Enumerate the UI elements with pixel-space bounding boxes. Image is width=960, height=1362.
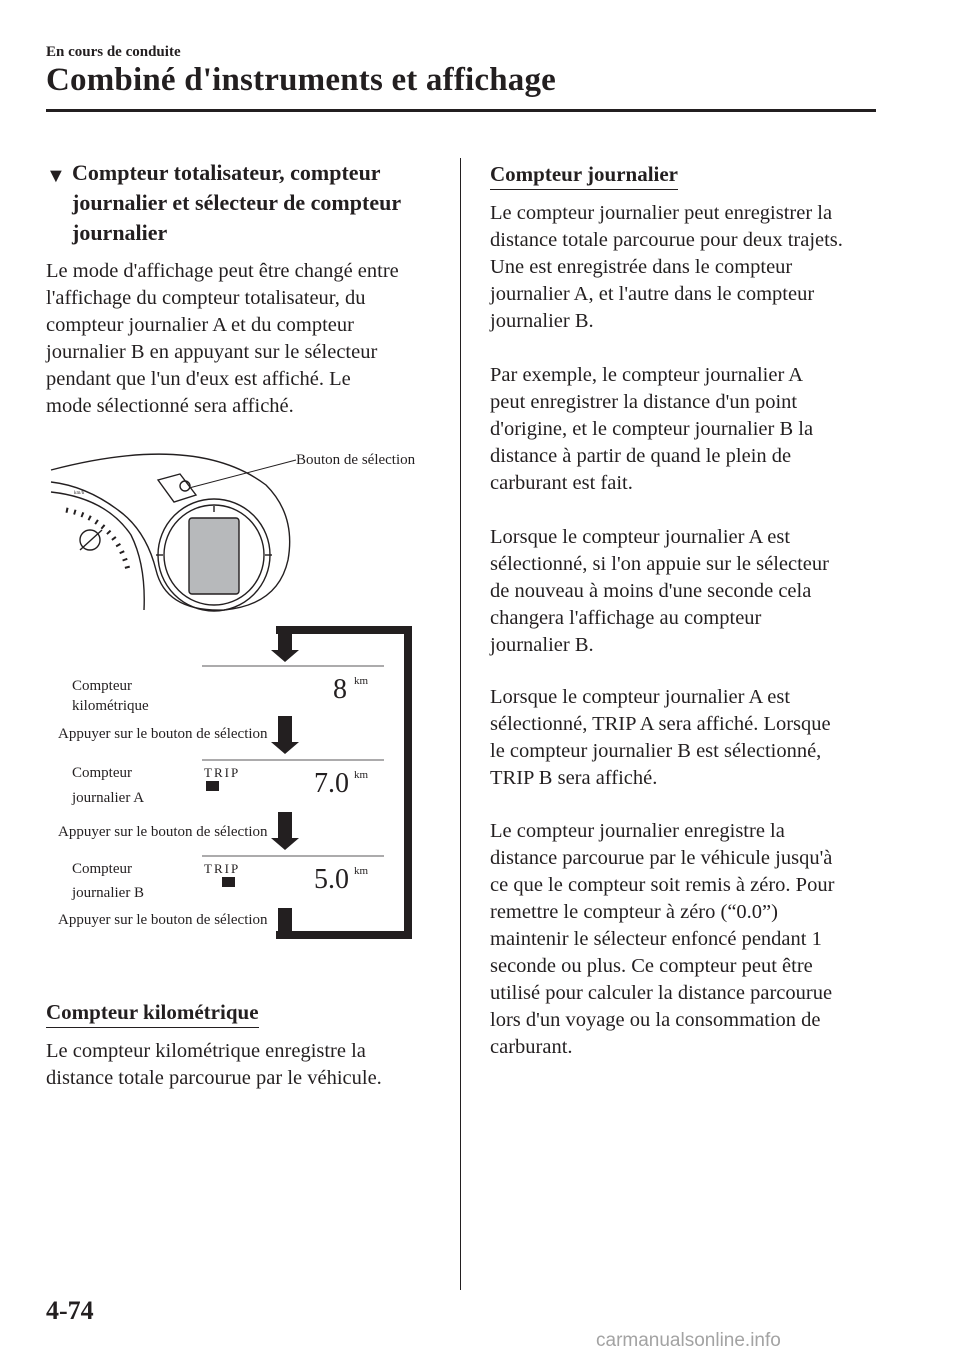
trip-paragraph-1: Le compteur journalier peut enregistrer la distance totale parcourue pour deux trajets. Une est enregistrée dans le compteur journalier A, et l'autre dans le compteur journalier B. [490,202,843,332]
down-arrow-icon [271,812,299,850]
lcd-value: 5.0 [314,864,349,895]
section-heading-text: Compteur totalisateur, compteur journalier et sélecteur de compteur journalier [72,160,401,245]
section-kicker: En cours de conduite [46,44,181,60]
triangle-marker-icon: ▼ [46,165,66,187]
button-callout-label: Bouton de sélection [296,452,416,468]
trip-label: TRIP [204,861,241,876]
odometer-heading [46,998,259,1028]
title-rule [46,109,876,112]
column-divider [460,158,461,1290]
trip-meter-heading [490,160,678,190]
trip-label: TRIP [204,765,241,780]
instrument-cluster-illustration [51,454,290,611]
watermark: carmanualsonline.info [596,1330,781,1351]
row-label: Compteur [72,678,132,694]
button-leader-line [189,460,296,488]
press-button-label: Appuyer sur le bouton de sélection [58,726,268,742]
return-arrow-stem [278,908,292,935]
trip-paragraph-2: Par exemple, le compteur journalier A peut enregistrer la distance d'un point d'origine, et le compteur journalier B la distance à partir de quand le plein de carburant est fait. [490,364,814,494]
trip-paragraph-4: Lorsque le compteur journalier A est sélectionné, TRIP A sera affiché. Lorsque le compteur journalier B est sélectionné, TRIP B sera affiché. [490,686,831,789]
trip-b-row [71,861,369,901]
lcd-value: 8 [333,674,347,705]
trip-paragraph-3: Lorsque le compteur journalier A est sélectionné, si l'on appuie sur le sélecteur de nouveau à moins d'une seconde cela changera l'affichage au compteur journalier B. [490,526,829,656]
trip-meter-diagram [46,440,436,950]
press-button-label: Appuyer sur le bouton de sélection [58,824,268,840]
page-number: 4-74 [46,1296,94,1325]
lcd-unit: km [354,769,369,781]
trip-meter-title: Compteur journalier [490,160,678,190]
trip-badge-letter: B [225,878,232,888]
row-label: Compteur [72,765,132,781]
row-label: journalier B [72,885,145,901]
trip-badge-letter: A [209,782,216,792]
odometer-title: Compteur kilométrique [46,998,259,1028]
chapter-title: Combiné d'instruments et affichage [46,62,557,98]
row-label: Compteur [72,861,132,877]
lcd-unit: km [354,675,369,687]
row-label: journalier A [72,790,145,806]
gauge-unit: km/h [74,491,85,496]
down-arrow-icon [271,716,299,754]
odometer-row [72,674,369,714]
lcd-value: 7.0 [314,768,349,799]
lcd-unit: km [354,865,369,877]
odometer-paragraph: Le compteur kilométrique enregistre la distance totale parcourue par le véhicule. [46,1040,382,1089]
section-heading [46,158,446,248]
trip-a-row [71,765,369,806]
flow-arrows [271,630,299,935]
row-label: kilométrique [72,698,149,714]
intro-paragraph: Le mode d'affichage peut être changé entre l'affichage du compteur totalisateur, du compteur journalier A et du compteur journalier B en appuyant sur le sélecteur pendant que l'un d'eux est affiché. Le mode sélectionné sera affiché. [46,260,399,417]
down-arrow-icon [271,630,299,662]
press-button-label: Appuyer sur le bouton de sélection [58,912,268,928]
trip-paragraph-5: Le compteur journalier enregistre la distance parcourue par le véhicule jusqu'à ce que le compteur soit remis à zéro. Pour remettre le compteur à zéro (“0.0”) maintenir le sélecteur enfoncé pendant 1 seconde ou plus. Ce compteur peut être utilisé pour calculer la distance parcourue lors d'un voyage ou la consommation de carburant. [490,820,835,1058]
